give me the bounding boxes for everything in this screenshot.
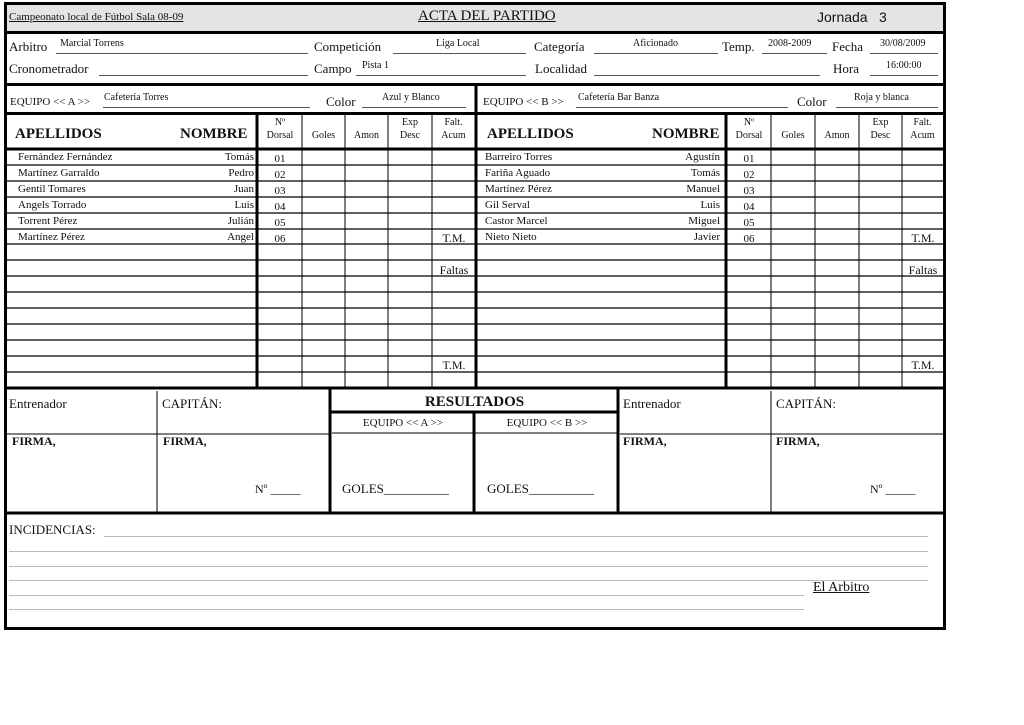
tm-marker-b-2: T.M. <box>911 358 935 372</box>
team-a-color[interactable]: Azul y Blanco <box>382 92 440 103</box>
categoria-field[interactable]: Aficionado <box>633 38 678 49</box>
player-dorsal[interactable]: 01 <box>743 153 755 165</box>
campo-label: Campo <box>314 61 352 76</box>
arbitro-label: Arbitro <box>9 39 48 54</box>
fecha-field[interactable]: 30/08/2009 <box>880 38 926 49</box>
col-falt-b-top: Falt. <box>913 117 932 128</box>
col-falt-a: Acum <box>441 130 466 141</box>
competicion-field[interactable]: Liga Local <box>436 38 480 49</box>
campo-field[interactable]: Pista 1 <box>362 60 389 71</box>
col-exp-a-top: Exp <box>401 117 419 128</box>
player-surname[interactable]: Fariña Aguado <box>485 167 551 179</box>
incidencias-line[interactable] <box>9 609 804 610</box>
temp-label: Temp. <box>722 39 755 54</box>
localidad-label: Localidad <box>535 61 587 76</box>
player-dorsal[interactable]: 02 <box>274 169 286 181</box>
team-a-name[interactable]: Cafetería Torres <box>104 92 169 103</box>
page-title: ACTA DEL PARTIDO <box>418 8 556 24</box>
player-surname[interactable]: Martínez Pérez <box>18 231 85 243</box>
col-exp-a: Desc <box>400 130 420 141</box>
player-dorsal[interactable]: 03 <box>743 185 755 197</box>
col-nombre-b: NOMBRE <box>652 126 720 142</box>
player-name[interactable]: Juan <box>233 183 254 195</box>
faltas-marker-a: Faltas <box>439 263 469 277</box>
team-a-color-label: Color <box>326 94 356 109</box>
player-name[interactable]: Angel <box>227 231 254 243</box>
col-apellidos-b: APELLIDOS <box>487 126 574 142</box>
player-dorsal[interactable]: 06 <box>274 233 286 245</box>
player-dorsal[interactable]: 02 <box>743 169 755 181</box>
firma-entrenador-a: FIRMA, <box>12 434 56 448</box>
championship-title: Campeonato local de Fútbol Sala 08-09 <box>9 11 184 23</box>
player-name[interactable]: Pedro <box>228 167 254 179</box>
player-name[interactable]: Manuel <box>686 183 720 195</box>
cronometrador-label: Cronometrador <box>9 61 89 76</box>
results-team-a: EQUIPO << A >> <box>362 417 444 429</box>
col-goles-b: Goles <box>781 130 805 141</box>
col-dorsal-b: Dorsal <box>735 130 763 141</box>
firma-capitan-a: FIRMA, <box>163 434 207 448</box>
competicion-label: Competición <box>314 39 382 54</box>
player-name[interactable]: Luis <box>234 199 254 211</box>
team-b-label: EQUIPO << B >> <box>483 96 564 108</box>
hora-field[interactable]: 16:00:00 <box>886 60 922 71</box>
player-name[interactable]: Julián <box>227 215 254 227</box>
player-name[interactable]: Javier <box>693 231 720 243</box>
team-b-color[interactable]: Roja y blanca <box>854 92 909 103</box>
player-surname[interactable]: Martínez Garraldo <box>18 167 100 179</box>
player-surname[interactable]: Castor Marcel <box>485 215 548 227</box>
team-b-color-label: Color <box>797 94 827 109</box>
col-falt-a-top: Falt. <box>444 117 463 128</box>
col-amon-b: Amon <box>824 130 850 141</box>
capitan-number-b[interactable]: Nº _____ <box>870 482 916 496</box>
team-b-name[interactable]: Cafetería Bar Banza <box>578 92 660 103</box>
goles-field-b[interactable]: GOLES__________ <box>487 481 594 496</box>
tm-marker-b-1: T.M. <box>911 231 935 245</box>
tm-marker-a-1: T.M. <box>442 231 466 245</box>
player-dorsal[interactable]: 01 <box>274 153 286 165</box>
player-dorsal[interactable]: 03 <box>274 185 286 197</box>
tm-marker-a-2: T.M. <box>442 358 466 372</box>
col-falt-b: Acum <box>910 130 935 141</box>
player-name[interactable]: Tomás <box>690 167 720 179</box>
goles-field-a[interactable]: GOLES__________ <box>342 481 449 496</box>
player-dorsal[interactable]: 04 <box>274 201 286 213</box>
capitan-label-b: CAPITÁN: <box>776 396 836 411</box>
capitan-label-a: CAPITÁN: <box>162 396 222 411</box>
player-surname[interactable]: Gil Serval <box>485 199 530 211</box>
arbitro-field[interactable]: Marcial Torrens <box>60 38 124 49</box>
player-surname[interactable]: Fernández Fernández <box>18 151 113 163</box>
incidencias-line[interactable] <box>9 566 928 567</box>
player-dorsal[interactable]: 06 <box>743 233 755 245</box>
player-dorsal[interactable]: 05 <box>743 217 755 229</box>
col-dorsal-a-top: Nº <box>274 117 286 128</box>
team-a-label: EQUIPO << A >> <box>10 96 91 108</box>
incidencias-label: INCIDENCIAS: <box>9 522 96 537</box>
capitan-number-a[interactable]: Nº _____ <box>255 482 301 496</box>
col-goles-a: Goles <box>311 130 336 141</box>
fecha-label: Fecha <box>832 39 864 54</box>
incidencias-line[interactable] <box>9 551 928 552</box>
player-surname[interactable]: Torrent Pérez <box>18 215 78 227</box>
player-surname[interactable]: Nieto Nieto <box>485 231 537 243</box>
arbitro-signature: El Arbitro <box>813 580 870 595</box>
player-dorsal[interactable]: 04 <box>743 201 755 213</box>
player-name[interactable]: Luis <box>700 199 720 211</box>
categoria-label: Categoría <box>534 39 585 54</box>
player-surname[interactable]: Gentil Tomares <box>18 183 86 195</box>
player-surname[interactable]: Martínez Pérez <box>485 183 552 195</box>
firma-entrenador-b: FIRMA, <box>623 434 667 448</box>
entrenador-label-b: Entrenador <box>623 396 681 411</box>
col-exp-b-top: Exp <box>872 117 889 128</box>
entrenador-label-a: Entrenador <box>9 396 67 411</box>
results-title: RESULTADOS <box>424 394 525 410</box>
firma-capitan-b: FIRMA, <box>776 434 820 448</box>
col-dorsal-b-top: Nº <box>743 117 755 128</box>
incidencias-line[interactable] <box>9 580 928 581</box>
hora-label: Hora <box>833 61 859 76</box>
col-exp-b: Desc <box>870 130 891 141</box>
player-surname[interactable]: Angels Torrado <box>18 199 87 211</box>
incidencias-line[interactable] <box>104 536 928 537</box>
player-name[interactable]: Tomás <box>224 151 254 163</box>
player-name[interactable]: Miguel <box>688 215 720 227</box>
player-name[interactable]: Agustín <box>685 151 720 163</box>
col-nombre-a: NOMBRE <box>180 126 248 142</box>
player-surname[interactable]: Barreiro Torres <box>485 151 553 163</box>
round-label: Jornada <box>817 9 868 25</box>
results-team-b: EQUIPO << B >> <box>506 417 588 429</box>
incidencias-line[interactable] <box>9 595 804 596</box>
round-value: 3 <box>879 9 887 25</box>
col-apellidos-a: APELLIDOS <box>15 126 102 142</box>
temp-field[interactable]: 2008-2009 <box>768 38 812 49</box>
col-dorsal-a: Dorsal <box>266 130 294 141</box>
col-amon-a: Amon <box>354 130 379 141</box>
faltas-marker-b: Faltas <box>908 263 938 277</box>
player-dorsal[interactable]: 05 <box>274 217 286 229</box>
